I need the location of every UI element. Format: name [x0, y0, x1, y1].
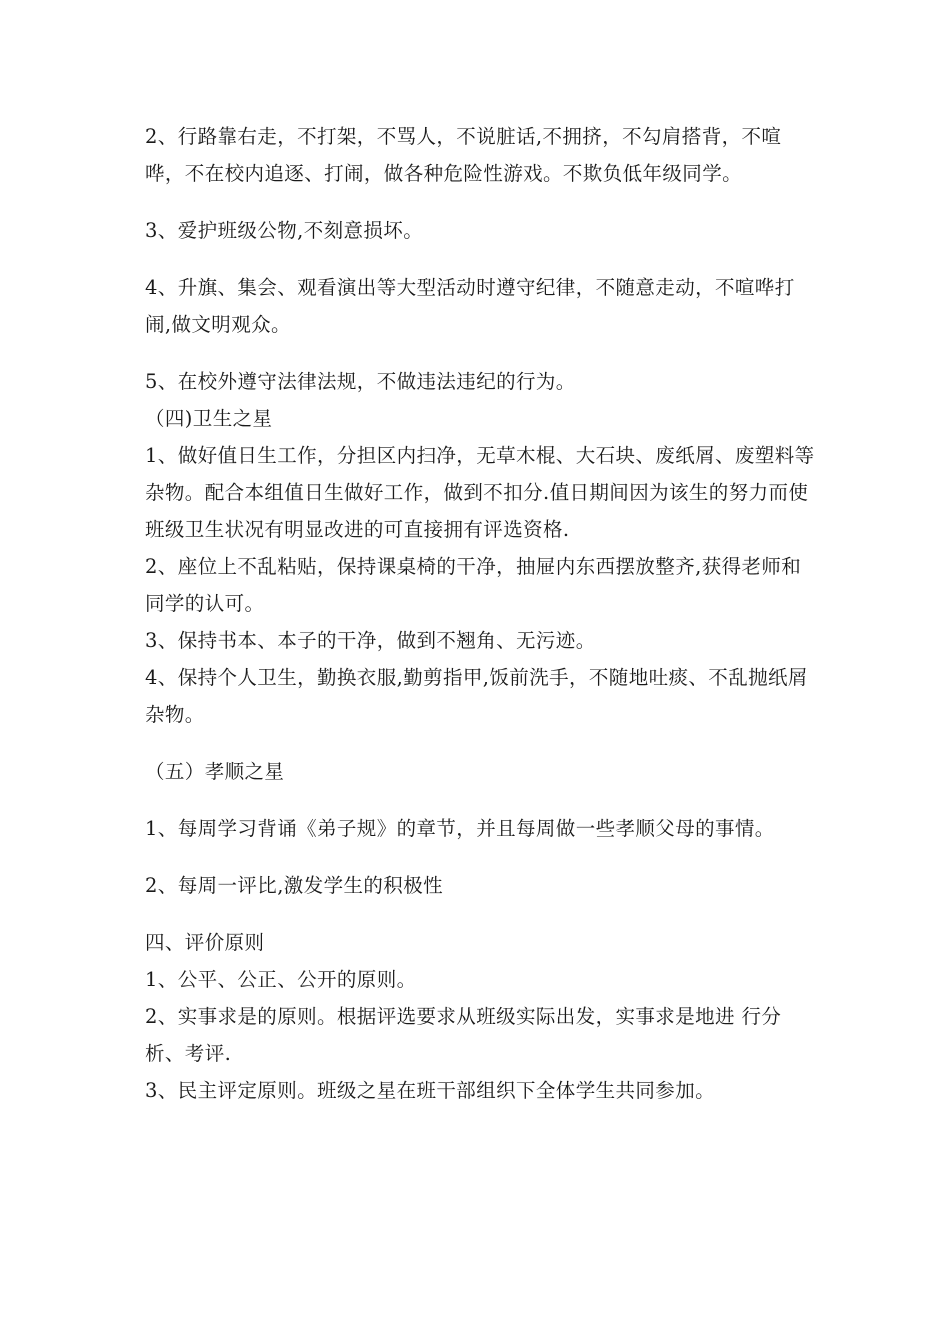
section-heading-hygiene-star: （四)卫生之星: [145, 407, 273, 430]
paragraph-hygiene-1: 1、做好值日生工作，分担区内扫净，无草木棍、大石块、废纸屑、废塑料等杂物。配合本组值日生做好工作，做到不扣分.值日期间因为该生的努力而使班级卫生状况有明显改进的可直接拥有评选资格.: [145, 444, 815, 541]
paragraph-principle-3: 3、民主评定原则。班级之星在班干部组织下全体学生共同参加。: [145, 1079, 716, 1102]
paragraph-hygiene-3: 3、保持书本、本子的干净，做到不翘角、无污迹。: [145, 629, 596, 652]
paragraph-hygiene-4: 4、保持个人卫生，勤换衣服,勤剪指甲,饭前洗手，不随地吐痰、不乱抛纸屑杂物。: [145, 666, 808, 726]
paragraph-conduct-4: 4、升旗、集会、观看演出等大型活动时遵守纪律，不随意走动，不喧哗打闹,做文明观众。: [145, 276, 795, 336]
paragraph-conduct-3: 3、爱护班级公物,不刻意损坏。: [145, 219, 424, 242]
section-heading-evaluation-principles: 四、评价原则: [145, 931, 265, 954]
document-body: [145, 118, 815, 1109]
paragraph-principle-1: 1、公平、公正、公开的原则。: [145, 968, 417, 991]
paragraph-filial-2: 2、每周一评比,激发学生的积极性: [145, 874, 444, 897]
paragraph-filial-1: 1、每周学习背诵《弟子规》的章节，并且每周做一些孝顺父母的事情。: [145, 817, 775, 840]
section-heading-filial-star: （五）孝顺之星: [145, 760, 285, 783]
paragraph-hygiene-2: 2、座位上不乱粘贴，保持课桌椅的干净，抽屉内东西摆放整齐,获得老师和同学的认可。: [145, 555, 802, 615]
paragraph-conduct-2: 2、行路靠右走，不打架，不骂人，不说脏话,不拥挤，不勾肩搭背，不喧哗，不在校内追逐、打闹，做各种危险性游戏。不欺负低年级同学。: [145, 125, 782, 185]
paragraph-conduct-5: 5、在校外遵守法律法规，不做违法违纪的行为。: [145, 370, 576, 393]
paragraph-principle-2: 2、实事求是的原则。根据评选要求从班级实际出发，实事求是地进 行分析、考评.: [145, 1005, 782, 1065]
